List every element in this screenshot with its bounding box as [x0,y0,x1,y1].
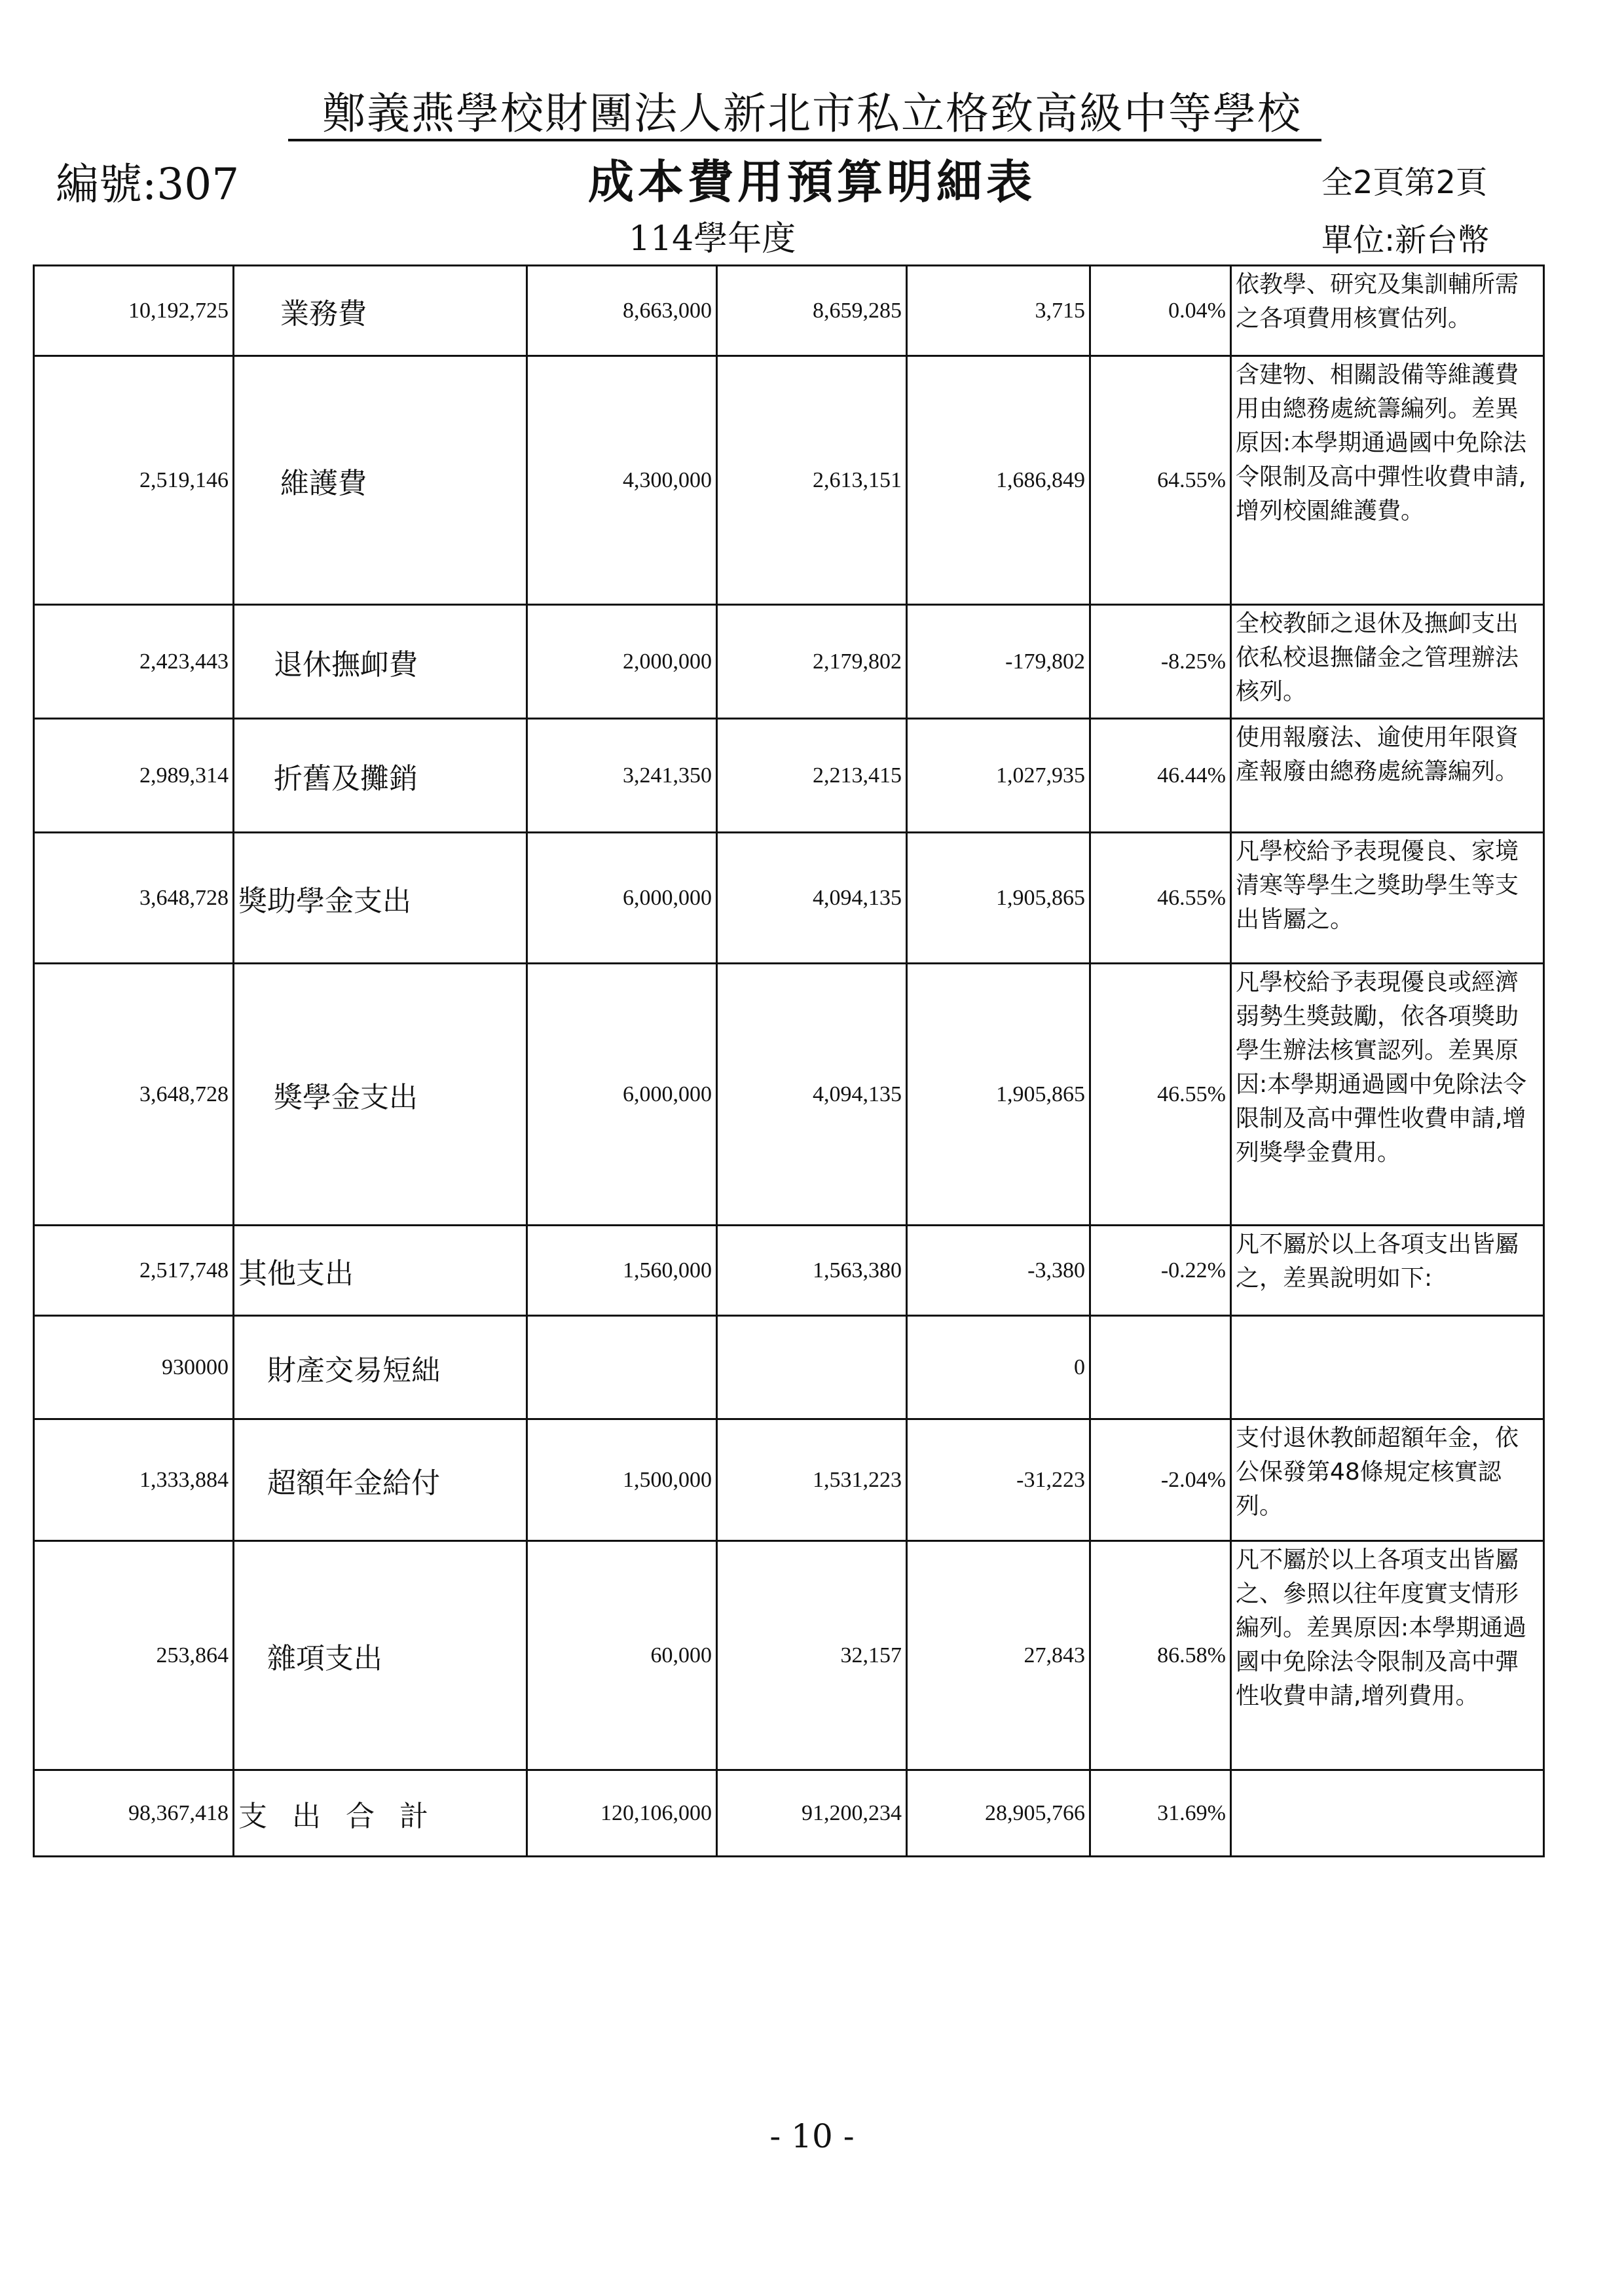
last-budget-cell: 91,200,234 [717,1770,907,1857]
last-budget-cell: 8,659,285 [717,266,907,356]
item-name-cell: 退休撫卹費 [234,605,527,719]
percent-cell: 64.55% [1090,356,1231,605]
difference-cell: 1,027,935 [907,719,1090,833]
note-cell [1231,1770,1544,1857]
difference-cell: -31,223 [907,1419,1090,1541]
prior-actual-cell: 2,517,748 [34,1226,234,1316]
currency-unit: 單位:新台幣 [1321,222,1490,259]
budget-cell: 1,500,000 [527,1419,717,1541]
percent-cell: 31.69% [1090,1770,1231,1857]
table-row [34,266,1544,356]
table-row [34,605,1544,719]
document-title: 成本費用預算明細表 [588,155,1036,209]
document-number: 編號:307 [56,159,240,210]
note-cell: 凡不屬於以上各項支出皆屬之，差異說明如下: [1231,1226,1544,1316]
title-underline [288,139,1321,141]
budget-cell: 4,300,000 [527,356,717,605]
budget-cell: 120,106,000 [527,1770,717,1857]
budget-cell: 6,000,000 [527,833,717,964]
table-row [34,1226,1544,1316]
table-row [34,1419,1544,1541]
table-row [34,833,1544,964]
prior-actual-cell: 253,864 [34,1541,234,1770]
table-row [34,1316,1544,1419]
last-budget-cell: 1,531,223 [717,1419,907,1541]
budget-cell [527,1316,717,1419]
prior-actual-cell: 930000 [34,1316,234,1419]
last-budget-cell: 32,157 [717,1541,907,1770]
organization-title: 鄭義燕學校財團法人新北市私立格致高級中等學校 [322,88,1302,139]
item-name-cell: 折舊及攤銷 [234,719,527,833]
table-row [34,964,1544,1226]
table-row [34,1541,1544,1770]
item-name-cell: 超額年金給付 [234,1419,527,1541]
last-budget-cell: 4,094,135 [717,964,907,1226]
item-name-cell: 雜項支出 [234,1541,527,1770]
prior-actual-cell: 1,333,884 [34,1419,234,1541]
percent-cell: -0.22% [1090,1226,1231,1316]
prior-actual-cell: 2,519,146 [34,356,234,605]
prior-actual-cell: 98,367,418 [34,1770,234,1857]
prior-actual-cell: 10,192,725 [34,266,234,356]
last-budget-cell: 1,563,380 [717,1226,907,1316]
percent-cell: 46.44% [1090,719,1231,833]
page-number: - 10 - [769,2117,855,2155]
budget-cell: 1,560,000 [527,1226,717,1316]
budget-table [33,264,1545,1857]
item-name-cell: 支出合計 [234,1770,527,1857]
note-cell: 凡學校給予表現優良或經濟弱勢生獎鼓勵，依各項獎助學生辦法核實認列。差異原因:本學期通過國中免除法令限制及高中彈性收費申請,增列獎學金費用。 [1231,964,1544,1226]
total-row [34,1770,1544,1857]
budget-cell: 6,000,000 [527,964,717,1226]
table-row [34,356,1544,605]
percent-cell: -8.25% [1090,605,1231,719]
note-cell: 凡學校給予表現優良、家境清寒等學生之獎助學生等支出皆屬之。 [1231,833,1544,964]
budget-cell: 3,241,350 [527,719,717,833]
difference-cell: -3,380 [907,1226,1090,1316]
budget-cell: 60,000 [527,1541,717,1770]
budget-cell: 8,663,000 [527,266,717,356]
page-count: 全2頁第2頁 [1321,164,1488,201]
note-cell: 依教學、研究及集訓輔所需之各項費用核實估列。 [1231,266,1544,356]
item-name-cell: 獎助學金支出 [234,833,527,964]
note-cell [1231,1316,1544,1419]
difference-cell: 0 [907,1316,1090,1419]
difference-cell: -179,802 [907,605,1090,719]
prior-actual-cell: 2,423,443 [34,605,234,719]
item-name-cell: 獎學金支出 [234,964,527,1226]
percent-cell: -2.04% [1090,1419,1231,1541]
last-budget-cell: 2,179,802 [717,605,907,719]
difference-cell: 1,905,865 [907,964,1090,1226]
item-name-cell: 財產交易短絀 [234,1316,527,1419]
prior-actual-cell: 3,648,728 [34,833,234,964]
budget-cell: 2,000,000 [527,605,717,719]
percent-cell [1090,1316,1231,1419]
last-budget-cell: 2,613,151 [717,356,907,605]
school-year: 114學年度 [629,219,796,259]
percent-cell: 46.55% [1090,833,1231,964]
prior-actual-cell: 3,648,728 [34,964,234,1226]
note-cell: 全校教師之退休及撫卹支出依私校退撫儲金之管理辦法核列。 [1231,605,1544,719]
difference-cell: 27,843 [907,1541,1090,1770]
last-budget-cell: 2,213,415 [717,719,907,833]
item-name-cell: 其他支出 [234,1226,527,1316]
note-cell: 凡不屬於以上各項支出皆屬之、參照以往年度實支情形編列。差異原因:本學期通過國中免除法令限制及高中彈性收費申請,增列費用。 [1231,1541,1544,1770]
percent-cell: 86.58% [1090,1541,1231,1770]
item-name-cell: 業務費 [234,266,527,356]
note-cell: 使用報廢法、逾使用年限資產報廢由總務處統籌編列。 [1231,719,1544,833]
note-cell: 含建物、相關設備等維護費用由總務處統籌編列。差異原因:本學期通過國中免除法令限制及高中彈性收費申請,增列校園維護費。 [1231,356,1544,605]
prior-actual-cell: 2,989,314 [34,719,234,833]
note-cell: 支付退休教師超額年金，依公保發第48條規定核實認列。 [1231,1419,1544,1541]
last-budget-cell [717,1316,907,1419]
percent-cell: 46.55% [1090,964,1231,1226]
percent-cell: 0.04% [1090,266,1231,356]
difference-cell: 28,905,766 [907,1770,1090,1857]
last-budget-cell: 4,094,135 [717,833,907,964]
difference-cell: 1,686,849 [907,356,1090,605]
table-row [34,719,1544,833]
difference-cell: 3,715 [907,266,1090,356]
difference-cell: 1,905,865 [907,833,1090,964]
item-name-cell: 維護費 [234,356,527,605]
